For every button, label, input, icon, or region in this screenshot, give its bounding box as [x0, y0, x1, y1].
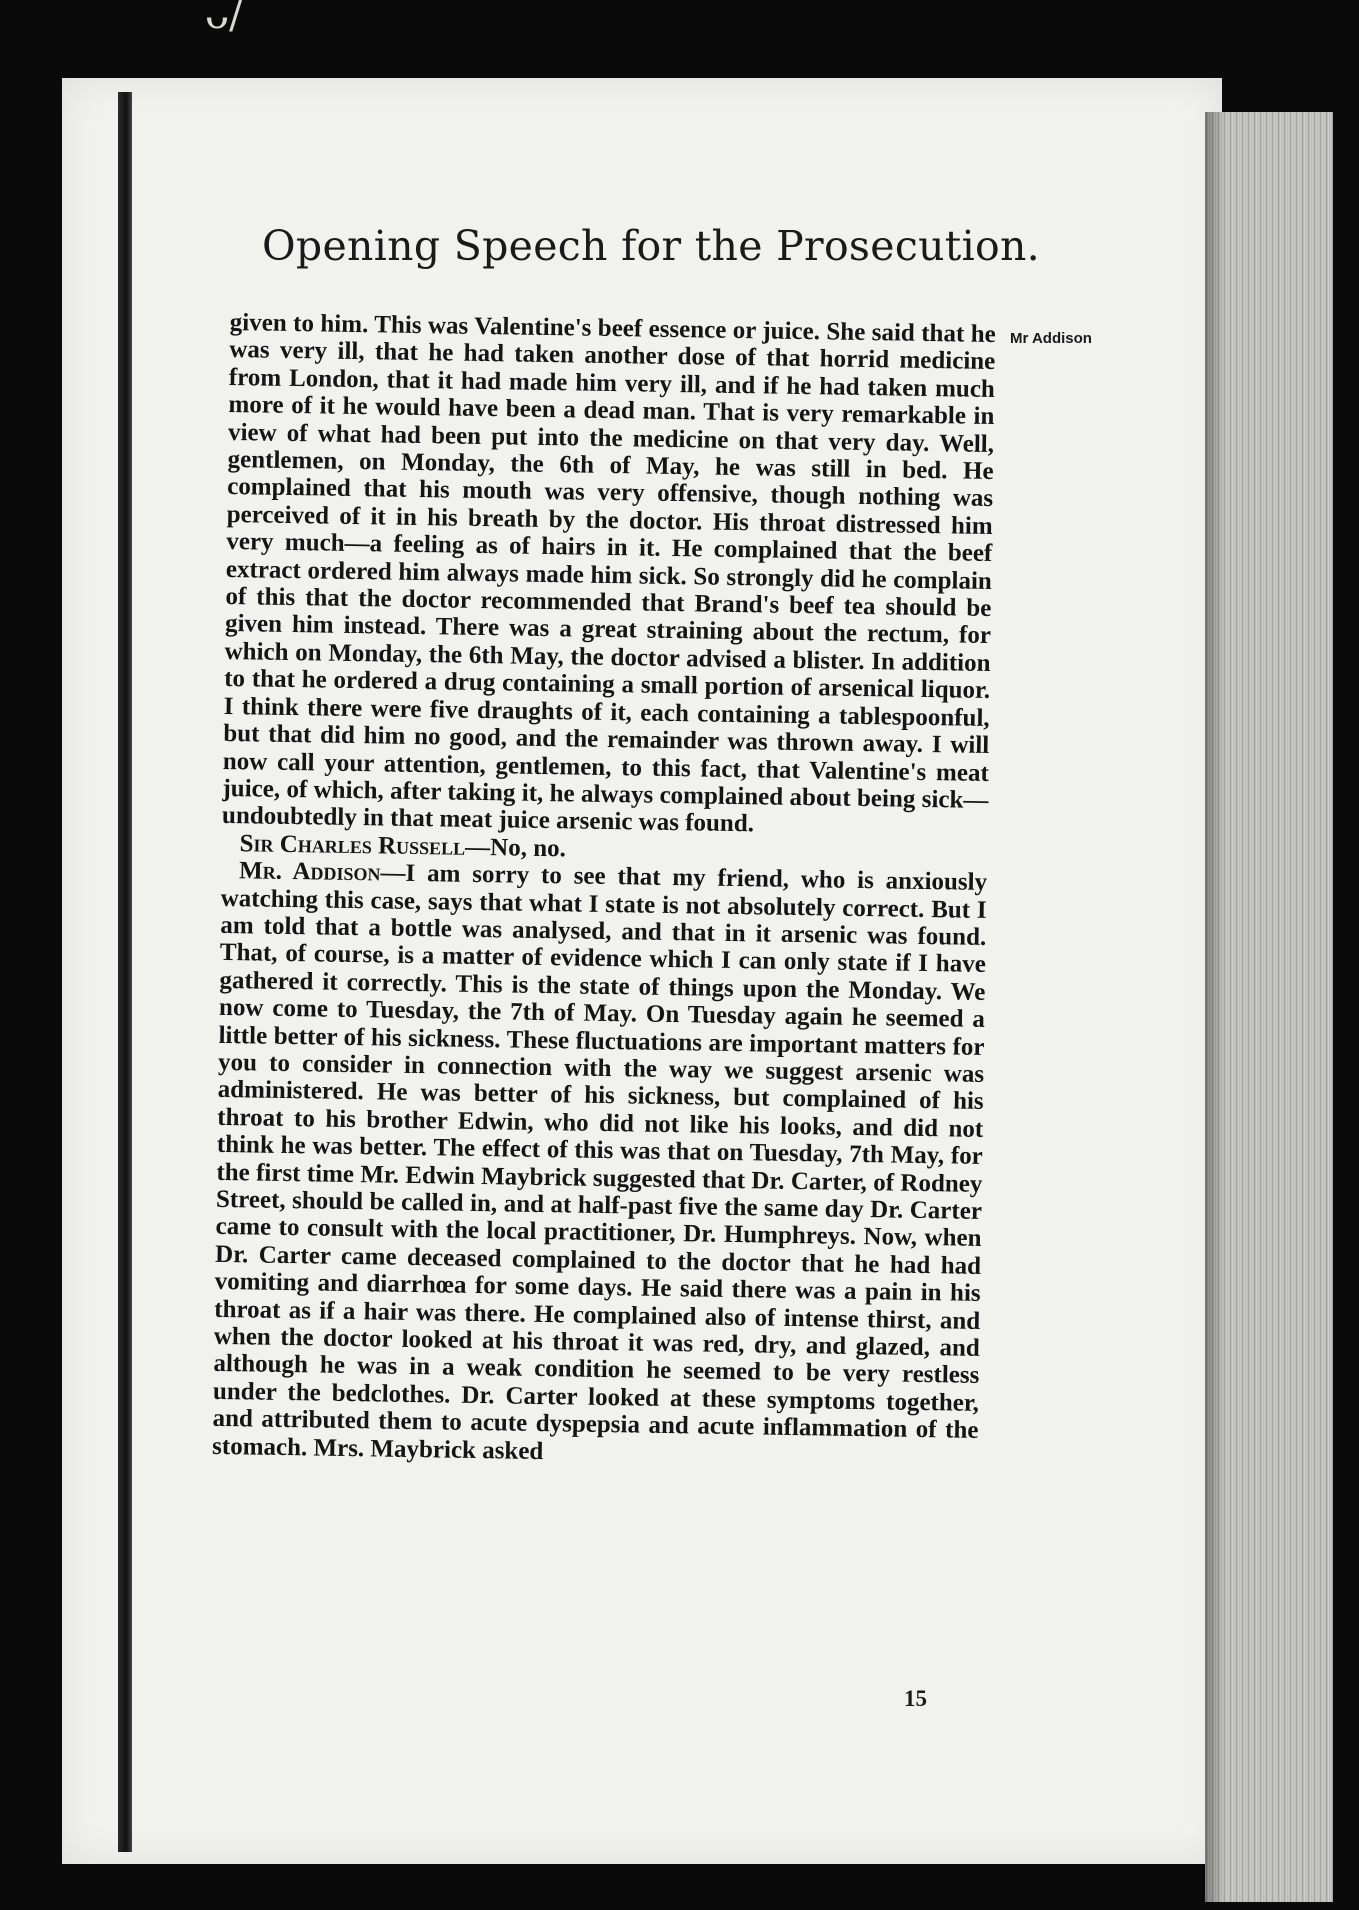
speech-text: —No, no.	[464, 833, 567, 863]
speaker-name: Mr. Addison	[238, 857, 381, 887]
page-number: 15	[904, 1686, 927, 1711]
margin-speaker-note: Mr Addison	[1010, 330, 1092, 347]
paragraph-1: given to him. This was Valentine's beef essence or juice. She said that he was very ill, that he had taken another dose of that horrid medicine from London, that it had made him very ill, and if he had taken much more of it he would have been a dead man. That is very remarkable in view of what had been put into the medicine on that very day. Well, gentlemen, on Monday, the 6th of May, he was still in bed. He complained that his mouth was very offensive, though nothing was perceived of it in his breath by the doctor. His throat distressed him very much—a feeling as of hairs in it. He complained that the beef extract ordered him always made him sick. So strongly did he complain of this that the doctor recommended that Brand's beef tea should be given him instead. There was a great straining about the rectum, for which on Monday, the 6th May, the doctor advised a blister. In addition to that he ordered a drug containing a small portion of arsenical liquor. I think there were five draughts of it, each containing a tablespoonful, but that did him no good, and the remainder was thrown away. I will now call your attention, gentlemen, to this fact, that Valentine's meat juice, of which, after taking it, he always complained about being sick—undoubtedly in that meat juice arsenic was found.	[221, 309, 996, 838]
speaker-name: Sir Charles Russell	[239, 829, 466, 861]
book-spine-shadow	[118, 92, 132, 1852]
page-edges-shadow	[1205, 112, 1225, 1902]
speech-text: —I am sorry to see that my friend, who is anxiously watching this case, says that what I state is not absolutely correct. But I am told that a bottle was analysed, and that in it arsenic was found. That, of course, is a matter of evidence which I can only state if I have gathered it correctly. This is the state of things upon the Monday. We now come to Tuesday, the 7th of May. On Tuesday again he seemed a little better of his sickness. These fluctuations are important matters for you to consider in connection with the way we suggest arsenic was administered. He was better of his sickness, but complained of his throat to his brother Edwin, who did not like his looks, and did not think he was better. The effect of this was that on Tuesday, 7th May, for the first time Mr. Edwin Maybrick suggested that Dr. Carter, of Rodney Street, should be called in, and at half-past five the same day Dr. Carter came to consult with the local practitioner, Dr. Humphreys. Now, when Dr. Carter came deceased complained to the doctor that he had had vomiting and diarrhœa for some days. He said there was a pain in his throat as if a hair was there. He complained also of intense thirst, and when the doctor looked at his throat it was red, dry, and glazed, and although he was in a weak condition he seemed to be very restless under the bedclothes. Dr. Carter looked at these symptoms together, and attributed them to acute dyspepsia and acute inflammation of the stomach. Mrs. Maybrick asked	[211, 859, 988, 1465]
running-title: Opening Speech for the Prosecution.	[262, 222, 1041, 270]
paragraph-3	[212, 857, 987, 1472]
body-text	[212, 309, 996, 1472]
corner-mark: ᴗ/	[205, 0, 243, 38]
